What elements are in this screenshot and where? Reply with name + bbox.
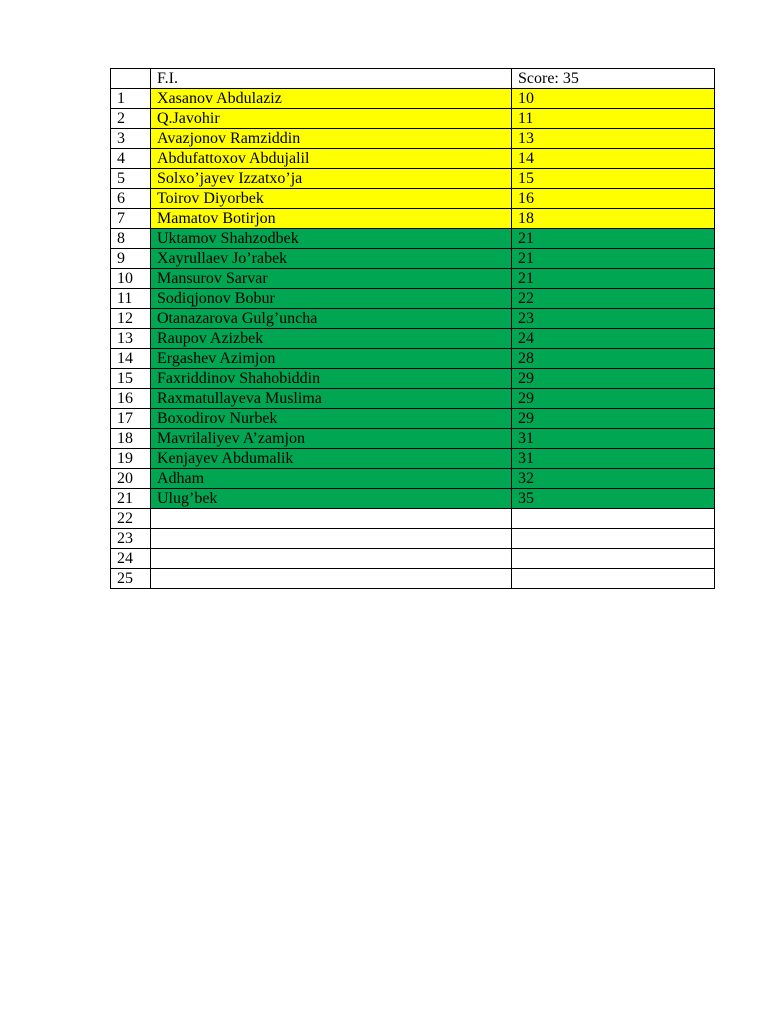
table-row [111, 169, 715, 189]
row-number-cell: 11 [111, 289, 151, 309]
student-name-cell: Q.Javohir [151, 109, 512, 129]
row-number-cell: 7 [111, 209, 151, 229]
row-number-cell: 9 [111, 249, 151, 269]
student-name-cell: Raxmatullayeva Muslima [151, 389, 512, 409]
score-cell [512, 549, 715, 569]
table-row [111, 409, 715, 429]
student-name-cell [151, 509, 512, 529]
student-name-cell: Uktamov Shahzodbek [151, 229, 512, 249]
student-name-cell [151, 549, 512, 569]
score-cell: 35 [512, 489, 715, 509]
student-name-cell: Solxo’jayev Izzatxo’ja [151, 169, 512, 189]
student-name-cell: Ulug’bek [151, 489, 512, 509]
row-number-cell: 20 [111, 469, 151, 489]
score-cell: 23 [512, 309, 715, 329]
score-cell: 21 [512, 229, 715, 249]
table-row [111, 209, 715, 229]
row-number-cell: 5 [111, 169, 151, 189]
score-cell: 10 [512, 89, 715, 109]
score-cell: 11 [512, 109, 715, 129]
row-number-cell: 6 [111, 189, 151, 209]
row-number-cell: 4 [111, 149, 151, 169]
table-row [111, 449, 715, 469]
table-row [111, 269, 715, 289]
row-number-cell: 19 [111, 449, 151, 469]
table-row [111, 229, 715, 249]
student-name-cell: Toirov Diyorbek [151, 189, 512, 209]
student-name-cell: Mamatov Botirjon [151, 209, 512, 229]
score-cell: 29 [512, 369, 715, 389]
score-cell: 31 [512, 429, 715, 449]
student-name-cell: Xayrullaev Jo’rabek [151, 249, 512, 269]
student-name-cell: Xasanov Abdulaziz [151, 89, 512, 109]
row-number-cell: 14 [111, 349, 151, 369]
score-cell: 24 [512, 329, 715, 349]
score-cell: 15 [512, 169, 715, 189]
row-number-cell: 24 [111, 549, 151, 569]
student-name-cell: Adham [151, 469, 512, 489]
student-name-cell: Sodiqjonov Bobur [151, 289, 512, 309]
table-row [111, 569, 715, 589]
student-name-cell: Ergashev Azimjon [151, 349, 512, 369]
row-number-cell: 18 [111, 429, 151, 449]
table-row [111, 489, 715, 509]
table-row [111, 529, 715, 549]
row-number-cell: 13 [111, 329, 151, 349]
table-row [111, 309, 715, 329]
table-header-row [111, 69, 715, 89]
student-name-cell: Avazjonov Ramziddin [151, 129, 512, 149]
table-row [111, 509, 715, 529]
table-row [111, 329, 715, 349]
row-number-cell: 23 [111, 529, 151, 549]
row-number-cell: 25 [111, 569, 151, 589]
score-cell: 16 [512, 189, 715, 209]
student-name-cell: Raupov Azizbek [151, 329, 512, 349]
row-number-cell: 2 [111, 109, 151, 129]
table-row [111, 109, 715, 129]
table-row [111, 469, 715, 489]
score-cell: 22 [512, 289, 715, 309]
student-name-cell [151, 529, 512, 549]
row-number-cell: 3 [111, 129, 151, 149]
student-name-cell: Abdufattoxov Abdujalil [151, 149, 512, 169]
header-name-cell: F.I. [151, 69, 512, 89]
row-number-cell: 10 [111, 269, 151, 289]
row-number-cell: 15 [111, 369, 151, 389]
score-cell: 31 [512, 449, 715, 469]
score-table [110, 68, 715, 589]
score-cell: 29 [512, 389, 715, 409]
score-cell: 29 [512, 409, 715, 429]
header-score-cell: Score: 35 [512, 69, 715, 89]
table-row [111, 349, 715, 369]
row-number-cell: 17 [111, 409, 151, 429]
row-number-cell: 8 [111, 229, 151, 249]
table-row [111, 249, 715, 269]
score-cell: 21 [512, 249, 715, 269]
student-name-cell: Otanazarova Gulg’uncha [151, 309, 512, 329]
student-name-cell: Mansurov Sarvar [151, 269, 512, 289]
table-row [111, 189, 715, 209]
student-name-cell [151, 569, 512, 589]
score-cell [512, 509, 715, 529]
row-number-cell: 21 [111, 489, 151, 509]
student-name-cell: Mavrilaliyev A’zamjon [151, 429, 512, 449]
table-row [111, 429, 715, 449]
score-cell: 28 [512, 349, 715, 369]
row-number-cell: 12 [111, 309, 151, 329]
student-name-cell: Boxodirov Nurbek [151, 409, 512, 429]
score-cell [512, 529, 715, 549]
table-row [111, 369, 715, 389]
row-number-cell: 16 [111, 389, 151, 409]
table-row [111, 89, 715, 109]
row-number-cell: 22 [111, 509, 151, 529]
table-row [111, 149, 715, 169]
score-cell: 32 [512, 469, 715, 489]
row-number-cell: 1 [111, 89, 151, 109]
score-cell [512, 569, 715, 589]
score-cell: 13 [512, 129, 715, 149]
table-row [111, 389, 715, 409]
score-table-body [111, 69, 715, 589]
student-name-cell: Kenjayev Abdumalik [151, 449, 512, 469]
score-cell: 14 [512, 149, 715, 169]
table-row [111, 289, 715, 309]
score-cell: 18 [512, 209, 715, 229]
table-row [111, 549, 715, 569]
header-number-cell [111, 69, 151, 89]
table-row [111, 129, 715, 149]
student-name-cell: Faxriddinov Shahobiddin [151, 369, 512, 389]
score-cell: 21 [512, 269, 715, 289]
